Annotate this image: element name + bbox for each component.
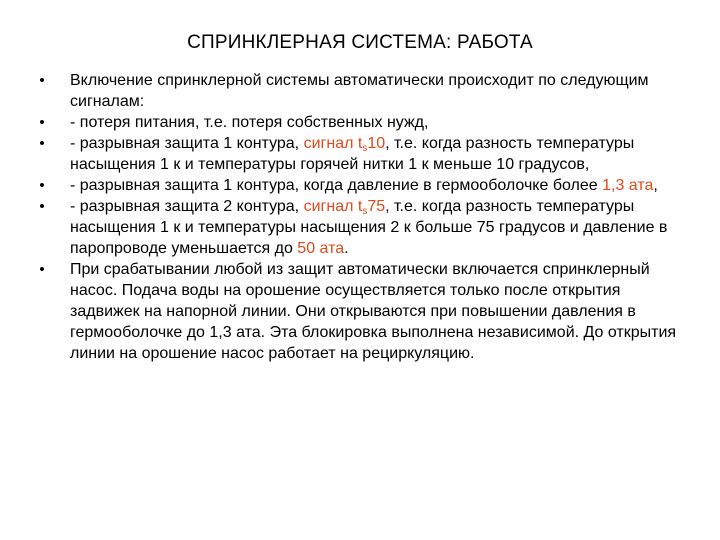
bullet-text-prefix: - разрывная защита 1 контура, когда давление в гермооболочке более [70, 177, 603, 194]
bullet-text: Включение спринклерной системы автоматически происходит по следующим сигналам: [70, 72, 649, 110]
bullet-icon: • [39, 114, 45, 131]
bullet-icon: • [39, 177, 45, 194]
bullet-text-suffix: . [344, 240, 349, 257]
bullet-item-circuit1-protection-pressure [36, 175, 686, 196]
pressure-highlight: 1,3 ата [602, 177, 654, 194]
signal-value: 75 [367, 198, 386, 215]
bullet-text-suffix: , [653, 177, 658, 194]
bullet-icon: • [39, 72, 45, 89]
bullet-text-prefix: - разрывная защита 2 контура, [70, 198, 304, 215]
bullet-item-activation [36, 70, 686, 112]
signal-value: 10 [367, 135, 386, 152]
bullet-item-sprinkler-pump [36, 259, 686, 364]
bullet-text: - потеря питания, т.е. потеря собственных нужд, [70, 114, 429, 131]
signal-label: сигнал t [303, 198, 363, 215]
bullet-list [36, 70, 686, 364]
bullet-item-circuit1-protection-ts10 [36, 133, 686, 175]
bullet-item-circuit2-protection-ts75 [36, 196, 686, 259]
pressure-highlight: 50 ата [297, 240, 345, 257]
bullet-text-prefix: - разрывная защита 1 контура, [70, 135, 304, 152]
signal-subscript: s [362, 206, 368, 217]
bullet-text-middle: , т.е. когда разность температуры насыщения 1 к и температуры насыщения 2 к больше 75 градусов и давление в паропроводе уменьшается до [70, 198, 668, 257]
bullet-icon: • [39, 261, 45, 278]
bullet-icon: • [39, 135, 45, 152]
bullet-text: При срабатывании любой из защит автоматически включается спринклерный насос. Подача воды на орошение осуществляется только после открытия задвижек на напорной линии. Они открываются при повышении давления в гермооболочке до 1,3 ата. Эта блокировка выполнена независимой. До открытия линии на орошение насос работает на рециркуляцию. [70, 261, 677, 362]
slide-title: СПРИНКЛЕРНАЯ СИСТЕМА: РАБОТА [187, 32, 533, 53]
bullet-icon: • [39, 198, 45, 215]
bullet-item-power-loss [36, 112, 686, 133]
bullet-text-suffix: , т.е. когда разность температуры насыщения 1 к и температуры горячей нитки 1 к меньше 10 градусов, [70, 135, 635, 173]
signal-label: сигнал t [303, 135, 363, 152]
signal-subscript: s [362, 143, 368, 154]
